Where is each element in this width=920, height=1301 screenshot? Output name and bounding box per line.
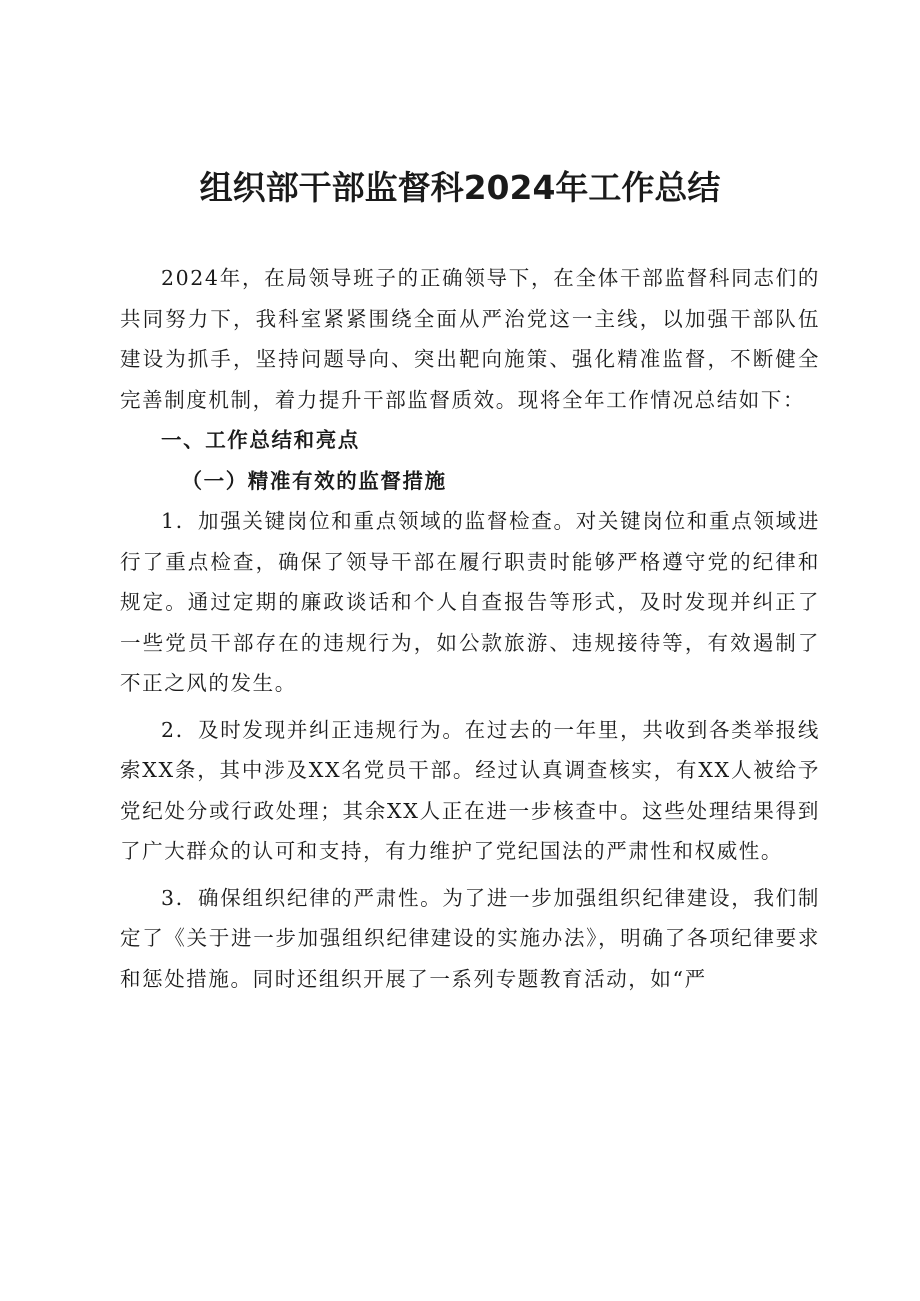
list-item: 2．及时发现并纠正违规行为。在过去的一年里，共收到各类举报线索XX条，其中涉及XX名党员干部。经过认真调查核实，有XX人被给予党纪处分或行政处理；其余XX人正在进一步核查中。这些处理结果得到了广大群众的认可和支持，有力维护了党纪国法的严肃性和权威性。 <box>120 717 820 863</box>
document-title: 组织部干部监督科2024年工作总结 <box>199 168 721 207</box>
section-heading: 一、工作总结和亮点 <box>161 428 360 452</box>
intro-paragraph: 2024年，在局领导班子的正确领导下，在全体干部监督科同志们的共同努力下，我科室紧紧围绕全面从严治党这一主线，以加强干部队伍建设为抓手，坚持问题导向、突出靶向施策、强化精准监督，不断健全完善制度机制，着力提升干部监督质效。现将全年工作情况总结如下： <box>120 266 820 412</box>
subsection-heading: （一）精准有效的监督措施 <box>181 468 447 493</box>
document-body <box>120 258 820 999</box>
list-item: 1．加强关键岗位和重点领域的监督检查。对关键岗位和重点领域进行了重点检查，确保了领导干部在履行职责时能够严格遵守党的纪律和规定。通过定期的廉政谈话和个人自查报告等形式，及时发现并纠正了一些党员干部存在的违规行为，如公款旅游、违规接待等，有效遏制了不正之风的发生。 <box>120 509 820 695</box>
list-item: 3．确保组织纪律的严肃性。为了进一步加强组织纪律建设，我们制定了《关于进一步加强组织纪律建设的实施办法》，明确了各项纪律要求和惩处措施。同时还组织开展了一系列专题教育活动，如“严 <box>120 885 820 991</box>
